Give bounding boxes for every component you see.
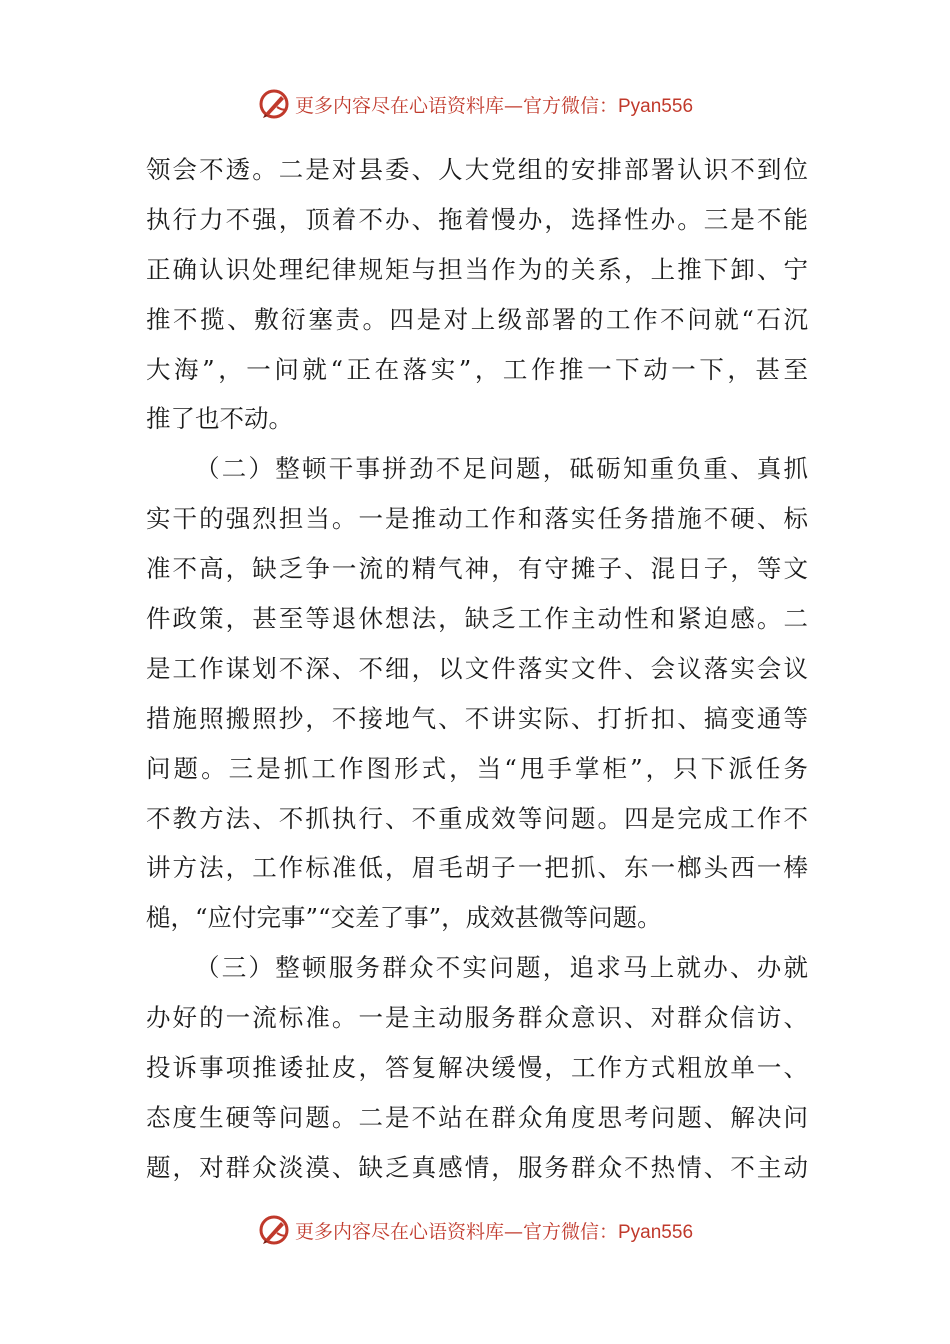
document-body [146, 145, 808, 1193]
text-line: 执行力不强，顶着不办、拖着慢办，选择性办。三是不能 [146, 204, 808, 234]
pen-logo-icon [257, 87, 291, 121]
text-line: 推了也不动。 [146, 404, 293, 434]
text-line: 投诉事项推诿扯皮，答复解决缓慢，工作方式粗放单一、 [146, 1053, 808, 1083]
text-line: 推不揽、敷衍塞责。四是对上级部署的工作不问就“石沉 [146, 304, 808, 334]
text-line: 正确认识处理纪律规矩与担当作为的关系，上推下卸、宁 [146, 254, 808, 284]
watermark-label: 官方微信： [522, 1220, 618, 1243]
pen-logo-icon [257, 1213, 291, 1247]
watermark-site: 更多内容尽在心语资料库— [294, 94, 523, 117]
text-line: （二）整顿干事拼劲不足问题，砥砺知重负重、真抓 [195, 454, 808, 484]
watermark-site: 更多内容尽在心语资料库— [294, 1220, 523, 1243]
watermark-text [295, 91, 693, 118]
header-watermark [257, 87, 693, 121]
text-line: 件政策，甚至等退休想法，缺乏工作主动性和紧迫感。二 [146, 604, 808, 634]
text-line: 是工作谋划不深、不细，以文件落实文件、会议落实会议 [146, 653, 808, 683]
text-line: 办好的一流标准。一是主动服务群众意识、对群众信访、 [146, 1003, 808, 1033]
watermark-text [295, 1217, 693, 1244]
footer-watermark-banner [0, 1210, 950, 1250]
text-line: 题，对群众淡漠、缺乏真感情，服务群众不热情、不主动 [146, 1152, 808, 1182]
watermark-handle: Pyan556 [618, 1221, 694, 1243]
footer-watermark [257, 1213, 693, 1247]
text-line: 大海”，一问就“正在落实”，工作推一下动一下，甚至 [146, 354, 808, 384]
text-line: 领会不透。二是对县委、人大党组的安排部署认识不到位 [146, 155, 808, 184]
text-line: 讲方法，工作标准低，眉毛胡子一把抓、东一榔头西一棒 [146, 853, 808, 883]
text-line: 态度生硬等问题。二是不站在群众角度思考问题、解决问 [146, 1102, 808, 1132]
watermark-label: 官方微信： [522, 94, 618, 117]
text-line: 槌，“应付完事”“交差了事”，成效甚微等问题。 [146, 903, 662, 933]
text-line: 措施照搬照抄，不接地气、不讲实际、打折扣、搞变通等 [146, 703, 808, 733]
text-line: 实干的强烈担当。一是推动工作和落实任务措施不硬、标 [146, 504, 808, 534]
watermark-handle: Pyan556 [618, 95, 694, 117]
text-line: 问题。三是抓工作图形式，当“甩手掌柜”，只下派任务 [146, 753, 808, 783]
text-line: （三）整顿服务群众不实问题，追求马上就办、办就 [195, 953, 808, 983]
header-watermark-banner [0, 84, 950, 124]
text-line: 准不高，缺乏争一流的精气神，有守摊子、混日子，等文 [146, 554, 808, 584]
text-line: 不教方法、不抓执行、不重成效等问题。四是完成工作不 [146, 803, 808, 833]
